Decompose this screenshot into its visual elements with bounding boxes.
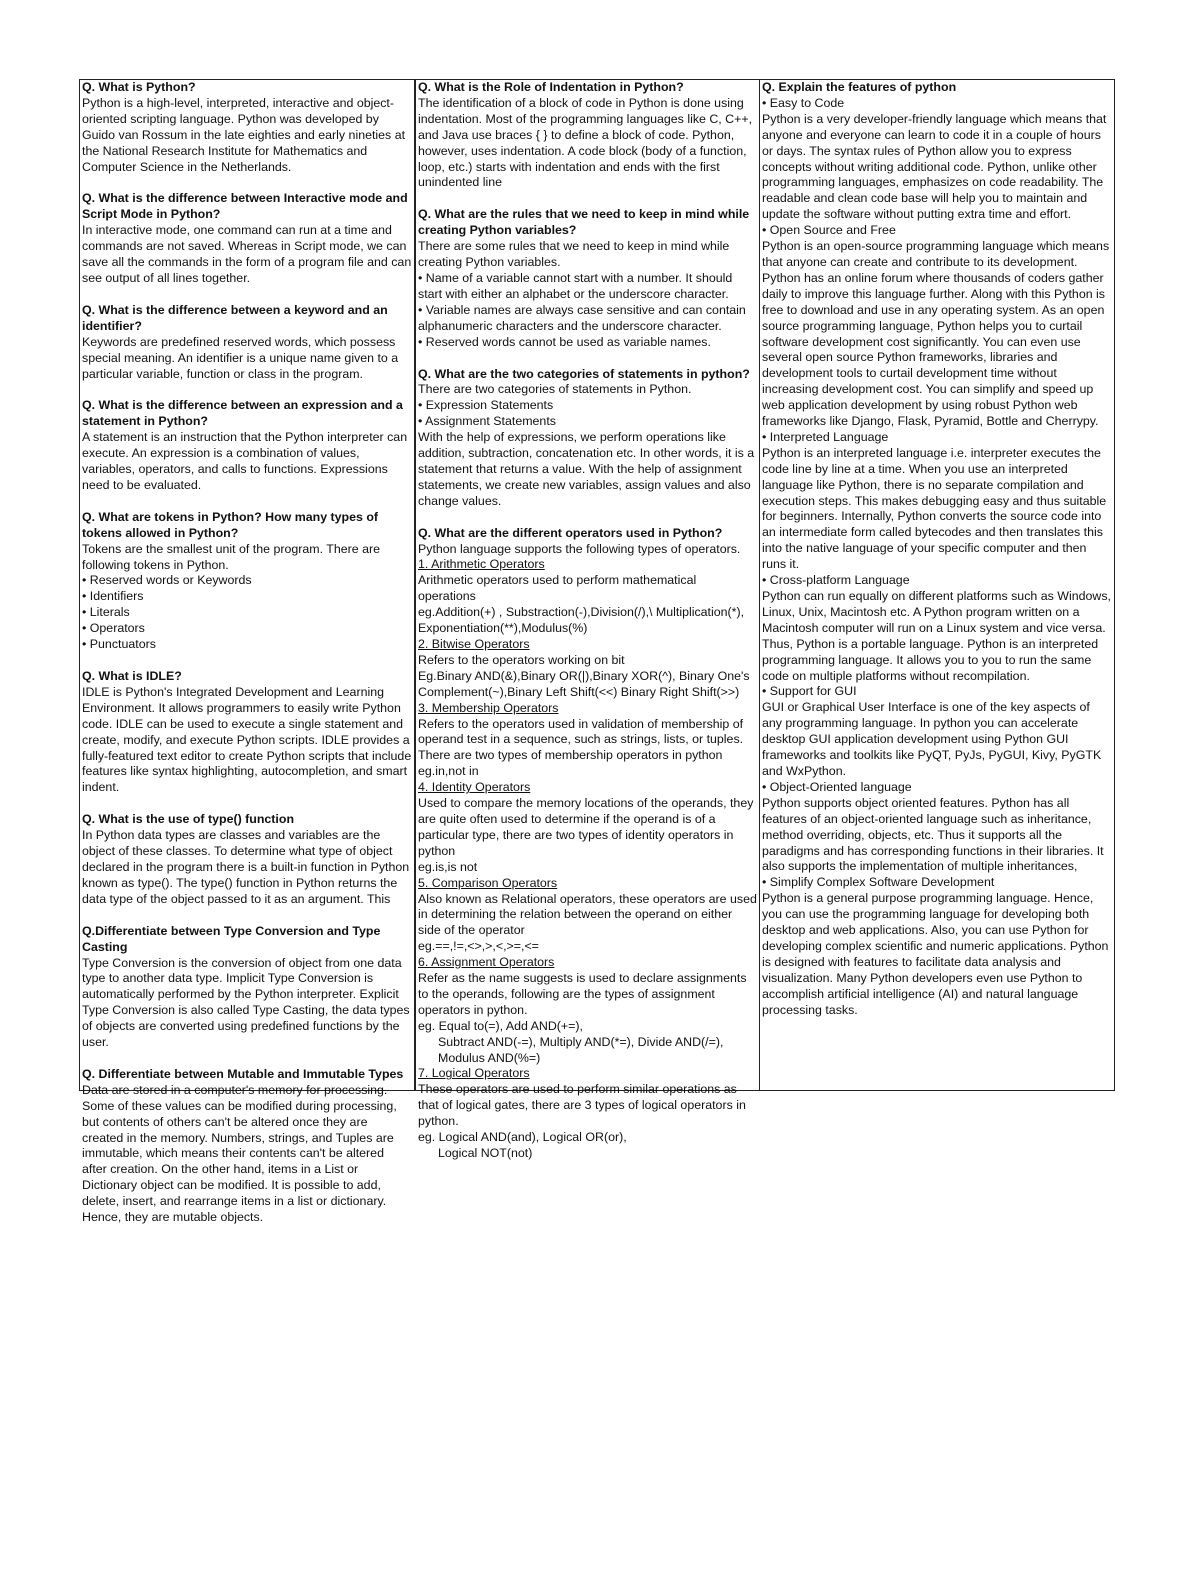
question-heading: Q. What is the difference between a keyword and an identifier? xyxy=(82,302,388,333)
bullet-item: • Variable names are always case sensitive and can contain alphanumeric characters and the underscore character. xyxy=(418,303,757,335)
operator-heading: 6. Assignment Operators xyxy=(418,955,555,970)
bullet-list xyxy=(82,573,412,653)
operator-heading: 7. Logical Operators xyxy=(418,1066,530,1081)
answer-text: Type Conversion is the conversion of object from one data type to another data type. Implicit Type Conversion is automatically performed by the Python interpreter. Explicit Type Conversion is also called Type Casting, the data types of objects are converted using predefined functions by the user. xyxy=(82,955,410,1050)
question-heading: Q. What are the two categories of statements in python? xyxy=(418,366,750,381)
feature-text: Python can run equally on different platforms such as Windows, Linux, Unix, Macintosh etc. A Python program written on a Macintosh computer will run on a Linux system and vice versa. Thus, Python is a portable language. Python is an interpreted programming language. It allows you to you to run the same code on multiple platforms without recompilation. xyxy=(762,589,1111,683)
feature-heading: • Simplify Complex Software Development xyxy=(762,875,1112,891)
feature-heading: • Support for GUI xyxy=(762,684,1112,700)
bullet-item: • Expression Statements xyxy=(418,398,757,414)
bullet-item: • Operators xyxy=(82,621,412,637)
qa-block xyxy=(82,1067,412,1226)
qa-block xyxy=(82,669,412,796)
answer-text: Tokens are the smallest unit of the program. There are following tokens in Python. xyxy=(82,541,380,572)
operator-example: eg.in,not in xyxy=(418,764,479,779)
qa-block xyxy=(82,191,412,286)
question-heading: Q. What is IDLE? xyxy=(82,669,182,683)
operator-example: eg. Logical AND(and), Logical OR(or), xyxy=(418,1130,627,1145)
operator-description: Also known as Relational operators, these operators are used in determining the relation between the operand on either side of the operator xyxy=(418,891,757,938)
column-2 xyxy=(416,80,760,1160)
operator-heading: 1. Arithmetic Operators xyxy=(418,557,545,572)
question-heading: Q. What is the difference between Interactive mode and Script Mode in Python? xyxy=(82,191,408,222)
feature-heading: • Object-Oriented language xyxy=(762,780,1112,796)
bullet-list xyxy=(418,398,757,430)
question-heading: Q. Explain the features of python xyxy=(762,80,957,94)
question-heading: Q. What is the use of type() function xyxy=(82,812,295,827)
qa-table xyxy=(79,79,1115,1225)
answer-text: With the help of expressions, we perform operations like addition, subtraction, concatenation etc. In other words, it is a statement that returns a value. With the help of assignment statements, we create new variables, assign values and also change values. xyxy=(418,430,755,508)
question-heading: Q. What is Python? xyxy=(82,80,196,94)
qa-block xyxy=(418,207,757,350)
feature-text: Python is a very developer-friendly language which means that anyone and everyone can learn to code it in a couple of hours or days. The syntax rules of Python allow you to express concepts without writing additional code. Python, unlike other programming languages, emphasizes on code readability. The readable and clean code base will help you to maintain and update the software without putting extra time and effort. xyxy=(762,111,1107,222)
qa-block xyxy=(762,80,1112,1018)
qa-block xyxy=(82,303,412,383)
operator-heading: 2. Bitwise Operators xyxy=(418,637,530,651)
column-3 xyxy=(760,80,1114,1090)
answer-text: The identification of a block of code in Python is done using indentation. Most of the programming languages like C, C++, and Java use braces { } to define a block of code. Python, however, uses indentation. A code block (body of a function, loop, etc.) starts with indentation and ends with the first unindented line xyxy=(418,95,753,190)
question-heading: Q. What are tokens in Python? How many types of tokens allowed in Python? xyxy=(82,509,379,540)
operator-heading: 5. Comparison Operators xyxy=(418,875,558,890)
answer-text: Python is a high-level, interpreted, interactive and object-oriented scripting language. Python was developed by Guido van Rossum in the late eighties and early nineties at the National Research Institute for Mathematics and Computer Science in the Netherlands. xyxy=(82,95,406,174)
answer-text: Data are stored in a computer's memory for processing. Some of these values can be modified during processing, but contents of others can't be altered once they are created in the memory. Numbers, strings, and Tuples are immutable, which means their contents can't be altered after creation. On the other hand, items in a List or Dictionary object can be modified. It is possible to add, delete, insert, and rearrange items in a list or dictionary. Hence, they are mutable objects. xyxy=(82,1082,397,1225)
bullet-item: • Punctuators xyxy=(82,637,412,653)
operator-heading: 4. Identity Operators xyxy=(418,780,531,795)
question-heading: Q. What are the rules that we need to keep in mind while creating Python variables? xyxy=(418,207,750,238)
qa-block xyxy=(82,398,412,493)
feature-text: Python supports object oriented features. Python has all features of an object-oriented language such as inheritance, method overriding, objects, etc. Thus it supports all the paradigms and has corresponding functions in their libraries. It also supports the implementation of multiple inheritances, xyxy=(762,795,1104,874)
answer-text: Keywords are predefined reserved words, which possess special meaning. An identifier is a unique name given to a particular variable, function or class in the program. xyxy=(82,334,399,381)
operator-description: These operators are used to perform similar operations as that of logical gates, there are 3 types of logical operators in python. xyxy=(418,1082,746,1129)
operator-example-continued: Logical NOT(not) xyxy=(438,1146,533,1160)
qa-block xyxy=(82,924,412,1051)
qa-block xyxy=(418,526,757,1162)
qa-block xyxy=(418,367,757,510)
feature-heading: • Easy to Code xyxy=(762,96,1112,112)
operator-example: Eg.Binary AND(&),Binary OR(|),Binary XOR(^), Binary One's Complement(~),Binary Left Shift(<<) Binary Right Shift(>>) xyxy=(418,668,750,699)
bullet-item: • Reserved words cannot be used as variable names. xyxy=(418,335,757,351)
feature-text: Python is a general purpose programming language. Hence, you can use the programming language for developing both desktop and web applications. Also, you can use Python for developing complex scientific and numeric applications. Python is designed with features to facilitate data analysis and visualization. Many Python developers even use Python to accomplish artificial intelligence (AI) and natural language processing tasks. xyxy=(762,891,1109,1017)
question-heading: Q. What is the Role of Indentation in Python? xyxy=(418,80,684,94)
operator-example: eg.Addition(+) , Substraction(-),Division(/),\ Multiplication(*), Exponentiation(**),Modulus(%) xyxy=(418,605,745,636)
feature-heading: • Cross-platform Language xyxy=(762,573,1112,589)
operator-description: Refers to the operators working on bit xyxy=(418,652,625,667)
operator-description: Used to compare the memory locations of the operands, they are quite often used to determine if the operand is of a particular type, there are two types of identity operators in python xyxy=(418,796,754,858)
qa-block xyxy=(82,80,412,175)
bullet-item: • Reserved words or Keywords xyxy=(82,573,412,589)
operator-example: eg.==,!=,<>,>,<,>=,<= xyxy=(418,939,539,954)
operator-example: eg. Equal to(=), Add AND(+=), xyxy=(418,1018,583,1033)
answer-text: A statement is an instruction that the Python interpreter can execute. An expression is a combination of values, variables, operators, and calls to functions. Expressions need to be evaluated. xyxy=(82,430,408,492)
operator-description: Arithmetic operators used to perform mathematical operations xyxy=(418,573,697,604)
bullet-list xyxy=(418,271,757,351)
feature-text: GUI or Graphical User Interface is one of the key aspects of any programming language. In python you can accelerate desktop GUI application development using Python GUI frameworks and toolkits like PyQT, PyJs, PyGUI, Kivy, PyGTK and WxPython. xyxy=(762,700,1102,778)
feature-text: Python is an open-source programming language which means that anyone can create and contribute to its development. Python has an online forum where thousands of coders gather daily to improve this language further. Along with this Python is free to download and use in any operating system. As an open source programming language, Python helps you to curtail software development cost significantly. You can even use several open source Python frameworks, libraries and development tools to curtail development time without increasing development cost. You can simplify and speed up web application development by using robust Python web frameworks like Django, Flask, Pyramid, Bottle and Cherrypy. xyxy=(762,239,1110,429)
answer-text: There are some rules that we need to keep in mind while creating Python variables. xyxy=(418,239,730,270)
question-heading: Q.Differentiate between Type Conversion and Type Casting xyxy=(82,923,381,954)
answer-text: IDLE is Python's Integrated Development and Learning Environment. It allows programmers to easily write Python code. IDLE can be used to execute a single statement and create, modify, and execute Python scripts. IDLE provides a fully-featured text editor to create Python scripts that include features like syntax highlighting, autocompletion, and smart indent. xyxy=(82,684,412,795)
answer-text: Python language supports the following types of operators. xyxy=(418,541,741,556)
question-heading: Q. Differentiate between Mutable and Immutable Types xyxy=(82,1066,404,1081)
operator-heading: 3. Membership Operators xyxy=(418,700,559,715)
answer-text: There are two categories of statements in Python. xyxy=(418,382,692,397)
column-1 xyxy=(80,80,416,1225)
answer-text: In interactive mode, one command can run at a time and commands are not saved. Whereas in Script mode, we can save all the commands in the form of a program file and can see output of all lines together. xyxy=(82,223,412,285)
operator-example: eg.is,is not xyxy=(418,859,478,874)
bullet-item: • Name of a variable cannot start with a number. It should start with either an alphabet or the underscore character. xyxy=(418,271,757,303)
feature-heading: • Interpreted Language xyxy=(762,430,1112,446)
qa-block xyxy=(418,80,757,191)
feature-heading: • Open Source and Free xyxy=(762,223,1112,239)
bullet-item: • Assignment Statements xyxy=(418,414,757,430)
bullet-item: • Identifiers xyxy=(82,589,412,605)
operator-description: Refer as the name suggests is used to declare assignments to the operands, following are the types of assignment operators in python. xyxy=(418,971,747,1017)
feature-text: Python is an interpreted language i.e. interpreter executes the code line by line at a time. When you use an interpreted language like Python, there is no separate compilation and execution steps. This makes debugging easy and thus suitable for beginners. Internally, Python converts the source code into an intermediate form called bytecodes and then translates this into the native language of your specific computer and then runs it. xyxy=(762,445,1107,572)
qa-block xyxy=(82,812,412,907)
question-heading: Q. What is the difference between an expression and a statement in Python? xyxy=(82,398,403,429)
operator-example-continued: Subtract AND(-=), Multiply AND(*=), Divide AND(/=), Modulus AND(%=) xyxy=(438,1034,724,1065)
bullet-item: • Literals xyxy=(82,605,412,621)
answer-text: In Python data types are classes and variables are the object of these classes. To determine what type of object declared in the program there is a built-in function in Python known as type(). The type() function in Python returns the data type of the object passed to it as an argument. This xyxy=(82,828,410,906)
operator-description: Refers to the operators used in validation of membership of operand test in a sequence, such as strings, lists, or tuples. There are two types of membership operators in python xyxy=(418,716,744,763)
qa-block xyxy=(82,510,412,653)
question-heading: Q. What are the different operators used in Python? xyxy=(418,525,723,540)
